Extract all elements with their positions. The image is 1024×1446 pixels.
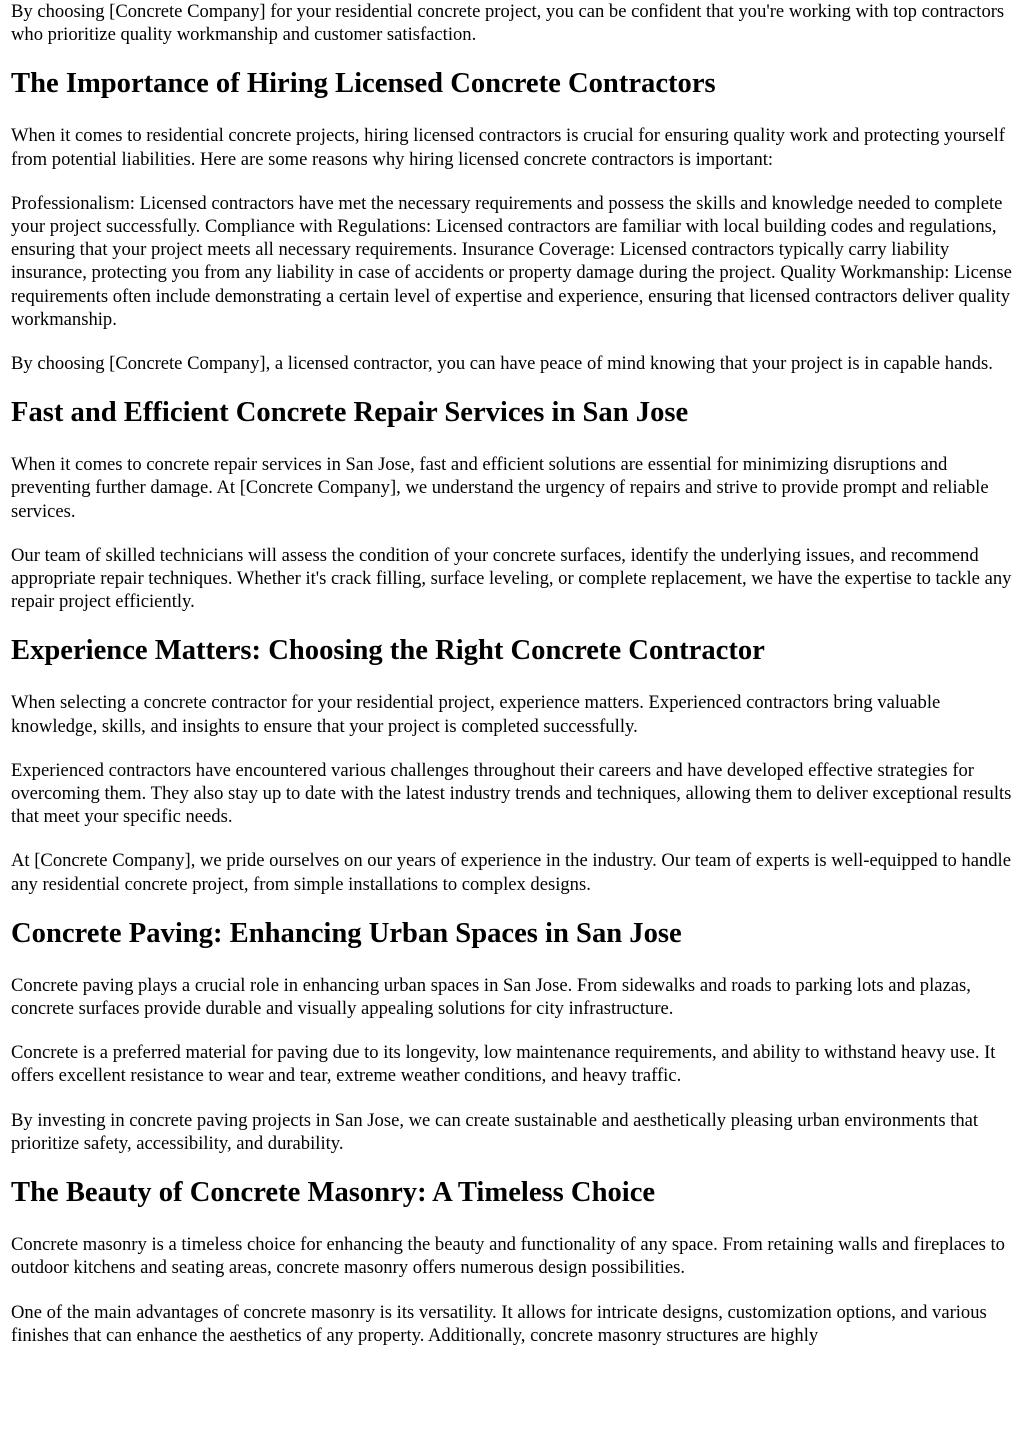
paragraph: Concrete paving plays a crucial role in enhancing urban spaces in San Jose. From sidewalks and roads to parking lots and plazas, concrete surfaces provide durable and visually appealing solutions for city infrastructure. <box>11 974 971 1020</box>
section-licensed-contractors <box>11 67 1014 375</box>
section-concrete-masonry <box>11 1176 1014 1347</box>
paragraph: Professionalism: Licensed contractors have met the necessary requirements and possess the skills and knowledge needed to complete your project successfully. Compliance with Regulations: Licensed contractors are familiar with local building codes and regulations, ensuring that your project meets all necessary requirements. Insurance Coverage: Licensed contractors typically carry liability insurance, protecting you from any liability in case of accidents or property damage during the project. Quality Workmanship: License requirements often include demonstrating a certain level of expertise and experience, ensuring that licensed contractors deliver quality workmanship. <box>11 192 1012 330</box>
paragraph: Experienced contractors have encountered various challenges throughout their careers and have developed effective strategies for overcoming them. They also stay up to date with the latest industry trends and techniques, allowing them to deliver exceptional results that meet your specific needs. <box>11 759 1012 828</box>
paragraph: Concrete is a preferred material for paving due to its longevity, low maintenance requirements, and ability to withstand heavy use. It offers excellent resistance to wear and tear, extreme weather conditions, and heavy traffic. <box>11 1042 996 1087</box>
paragraph: At [Concrete Company], we pride ourselves on our years of experience in the industry. Our team of experts is well-equipped to handle any residential concrete project, from simple installations to complex designs. <box>11 850 1011 895</box>
section-heading: Fast and Efficient Concrete Repair Services in San Jose <box>11 397 689 429</box>
section-concrete-paving <box>11 917 1014 1155</box>
section-heading: The Importance of Hiring Licensed Concrete Contractors <box>11 68 716 100</box>
section-experience-matters <box>11 634 1014 895</box>
paragraph: By choosing [Concrete Company], a licensed contractor, you can have peace of mind knowing that your project is in capable hands. <box>11 353 993 375</box>
section-repair-services <box>11 396 1014 613</box>
section-heading: The Beauty of Concrete Masonry: A Timeless Choice <box>11 1177 656 1209</box>
paragraph: By investing in concrete paving projects in San Jose, we can create sustainable and aesthetically pleasing urban environments that prioritize safety, accessibility, and durability. <box>11 1109 979 1154</box>
paragraph: Concrete masonry is a timeless choice for enhancing the beauty and functionality of any space. From retaining walls and fireplaces to outdoor kitchens and seating areas, concrete masonry offers numerous design possibilities. <box>11 1234 1005 1279</box>
paragraph: Our team of skilled technicians will assess the condition of your concrete surfaces, identify the underlying issues, and recommend appropriate repair techniques. Whether it's crack filling, surface leveling, or complete replacement, we have the expertise to tackle any repair project efficiently. <box>11 544 1012 613</box>
intro-section <box>11 0 1014 46</box>
paragraph: When it comes to residential concrete projects, hiring licensed contractors is crucial for ensuring quality work and protecting yourself from potential liabilities. Here are some reasons why hiring licensed concrete contractors is important: <box>11 125 1005 170</box>
section-heading: Concrete Paving: Enhancing Urban Spaces in San Jose <box>11 917 682 949</box>
paragraph: When selecting a concrete contractor for your residential project, experience matters. Experienced contractors bring valuable knowledge, skills, and insights to ensure that your project is completed successfully. <box>11 692 941 737</box>
paragraph: By choosing [Concrete Company] for your residential concrete project, you can be confident that you're working with top contractors who prioritize quality workmanship and customer satisfaction. <box>11 1 1005 46</box>
section-heading: Experience Matters: Choosing the Right Concrete Contractor <box>11 635 765 667</box>
paragraph: One of the main advantages of concrete masonry is its versatility. It allows for intricate designs, customization options, and various finishes that can enhance the aesthetics of any property. Additionally, concrete masonry structures are highly <box>11 1301 987 1346</box>
paragraph: When it comes to concrete repair services in San Jose, fast and efficient solutions are essential for minimizing disruptions and preventing further damage. At [Concrete Company], we understand the urgency of repairs and strive to provide prompt and reliable services. <box>11 454 989 522</box>
